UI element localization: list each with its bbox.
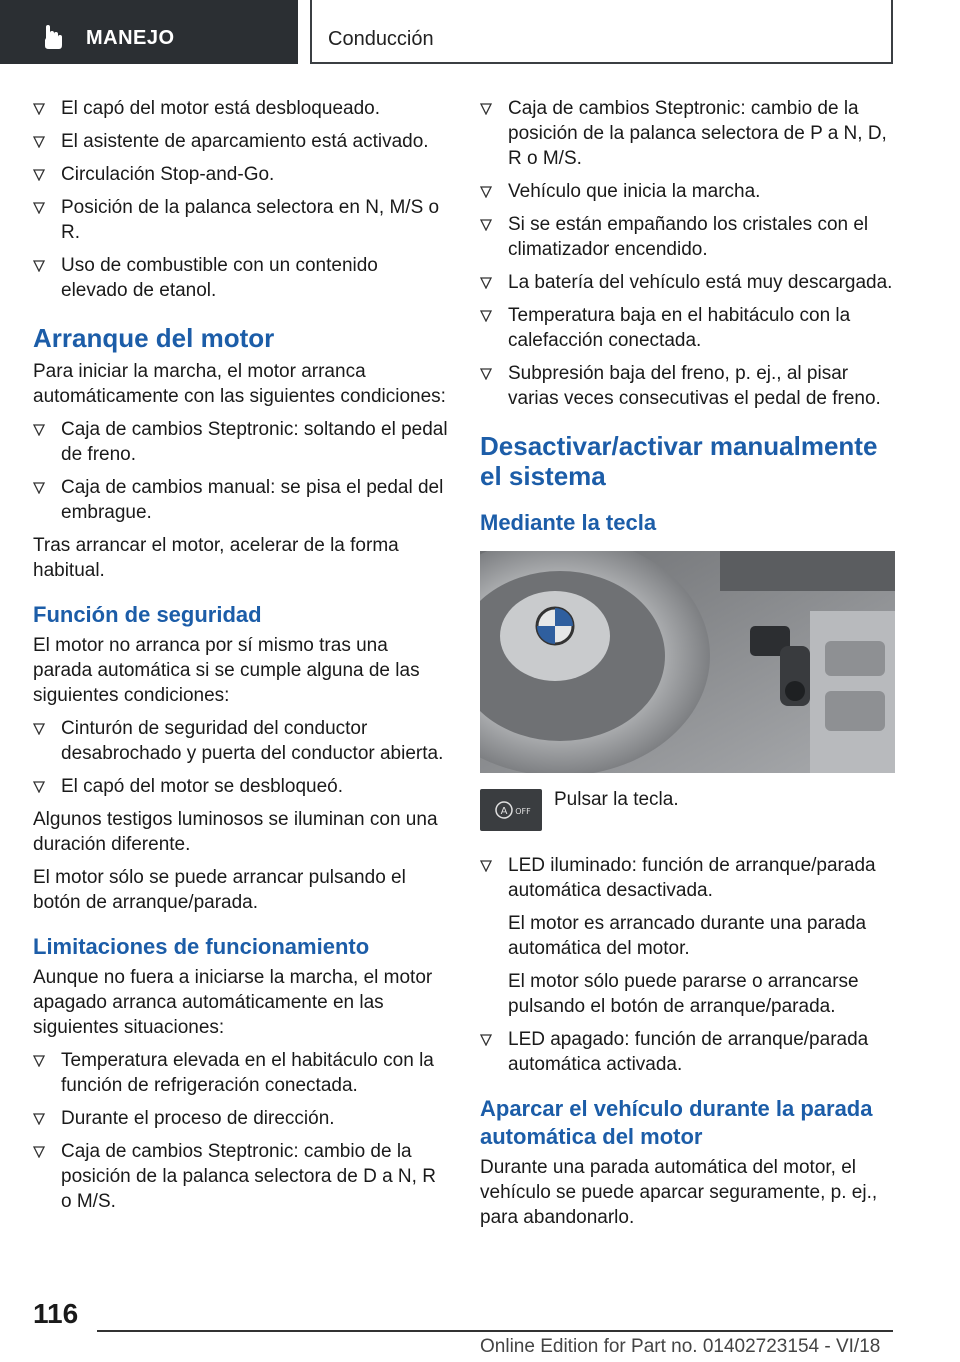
steering-wheel-photo [480, 551, 895, 773]
paragraph: El motor sólo se puede arrancar pulsando el botón de arranque/parada. [33, 867, 406, 913]
paragraph: Algunos testigos luminosos se iluminan con una duración diferente. [33, 809, 438, 855]
paragraph: Para iniciar la marcha, el motor arranca automáticamente con las siguientes condiciones: [33, 361, 446, 407]
triangle-bullet-icon [33, 482, 45, 494]
button-instruction [480, 787, 896, 839]
page-title: Conducción [328, 28, 434, 50]
list-item: Subpresión baja del freno, p. ej., al pisar varias veces consecutivas el pedal de freno. [480, 361, 896, 411]
list-item: Caja de cambios manual: se pisa el pedal del embrague. [33, 475, 449, 525]
page-number: 116 [33, 1298, 79, 1329]
triangle-bullet-icon [33, 1113, 45, 1125]
triangle-bullet-icon [33, 1055, 45, 1067]
left-column [33, 96, 449, 1222]
paragraph: El motor no arranca por sí mismo tras una parada automática si se cumple alguna de las siguientes condiciones: [33, 635, 420, 706]
triangle-bullet-icon [33, 260, 45, 272]
triangle-bullet-icon [33, 424, 45, 436]
list-item: Caja de cambios Steptronic: cambio de la posición de la palanca selectora de D a N, R o M/S. [33, 1139, 449, 1214]
triangle-bullet-icon [480, 219, 492, 231]
triangle-bullet-icon [480, 1034, 492, 1046]
list-item: Durante el proceso de dirección. [33, 1106, 449, 1131]
triangle-bullet-icon [480, 277, 492, 289]
triangle-bullet-icon [33, 202, 45, 214]
header-title-box [310, 0, 893, 64]
header-section-tab [0, 0, 298, 64]
list-item: Cinturón de seguridad del conductor desabrochado y puerta del conductor abierta. [33, 716, 449, 766]
triangle-bullet-icon [33, 1146, 45, 1158]
paragraph: Durante una parada automática del motor, el vehículo se puede aparcar seguramente, p. ej., para abandonarlo. [480, 1157, 878, 1228]
heading-desactivar: Desactivar/activar manualmente el sistema [480, 431, 878, 491]
right-column [480, 96, 896, 1238]
triangle-bullet-icon [480, 310, 492, 322]
triangle-bullet-icon [480, 186, 492, 198]
header-section-label: MANEJO [86, 27, 175, 49]
list-item: Si se están empañando los cristales con el climatizador encendido. [480, 212, 896, 262]
steering-hand-icon [40, 24, 66, 50]
triangle-bullet-icon [33, 136, 45, 148]
heading-mediante: Mediante la tecla [480, 510, 657, 535]
heading-limitaciones: Limitaciones de funcionamiento [33, 934, 370, 959]
list-item: Uso de combustible con un contenido elevado de etanol. [33, 253, 449, 303]
triangle-bullet-icon [33, 169, 45, 181]
svg-text:A: A [500, 806, 508, 817]
triangle-bullet-icon [480, 860, 492, 872]
triangle-bullet-icon [480, 368, 492, 380]
triangle-bullet-icon [33, 781, 45, 793]
svg-text:OFF: OFF [515, 807, 531, 816]
paragraph: Aunque no fuera a iniciarse la marcha, el motor apagado arranca automáticamente en las siguientes situaciones: [33, 967, 433, 1038]
list-item: La batería del vehículo está muy descargada. [480, 270, 896, 295]
sub-paragraph: El motor sólo puede pararse o arrancarse pulsando el botón de arranque/parada. [508, 971, 859, 1017]
triangle-bullet-icon [33, 723, 45, 735]
list-item: Caja de cambios Steptronic: cambio de la posición de la palanca selectora de P a N, D, R o M/S. [480, 96, 896, 171]
list-item: LED apagado: función de arranque/parada automática activada. [480, 1027, 896, 1077]
list-item: Vehículo que inicia la marcha. [480, 179, 896, 204]
list-item: Circulación Stop-and-Go. [33, 162, 449, 187]
list-item: El asistente de aparcamiento está activado. [33, 129, 449, 154]
list-item: Temperatura baja en el habitáculo con la calefacción conectada. [480, 303, 896, 353]
list-item: Posición de la palanca selectora en N, M/S o R. [33, 195, 449, 245]
list-item: El capó del motor está desbloqueado. [33, 96, 449, 121]
footer-divider [97, 1330, 893, 1332]
sub-paragraph: El motor es arrancado durante una parada automática del motor. [508, 913, 867, 959]
paragraph: Tras arrancar el motor, acelerar de la forma habitual. [33, 535, 399, 581]
list-item: Temperatura elevada en el habitáculo con la función de refrigeración conectada. [33, 1048, 449, 1098]
triangle-bullet-icon [33, 103, 45, 115]
list-item: El capó del motor se desbloqueó. [33, 774, 449, 799]
heading-arranque: Arranque del motor [33, 323, 275, 353]
heading-aparcar: Aparcar el vehículo durante la parada automática del motor [480, 1096, 873, 1149]
triangle-bullet-icon [480, 103, 492, 115]
heading-seguridad: Función de seguridad [33, 602, 262, 627]
list-item: LED iluminado: función de arranque/parada automática desactivada. [480, 853, 896, 903]
auto-start-stop-button[interactable] [480, 789, 542, 831]
list-item: Caja de cambios Steptronic: soltando el pedal de freno. [33, 417, 449, 467]
edition-text: Online Edition for Part no. 01402723154 - VI/18 [480, 1336, 881, 1357]
pulsar-text: Pulsar la tecla. [554, 789, 679, 810]
